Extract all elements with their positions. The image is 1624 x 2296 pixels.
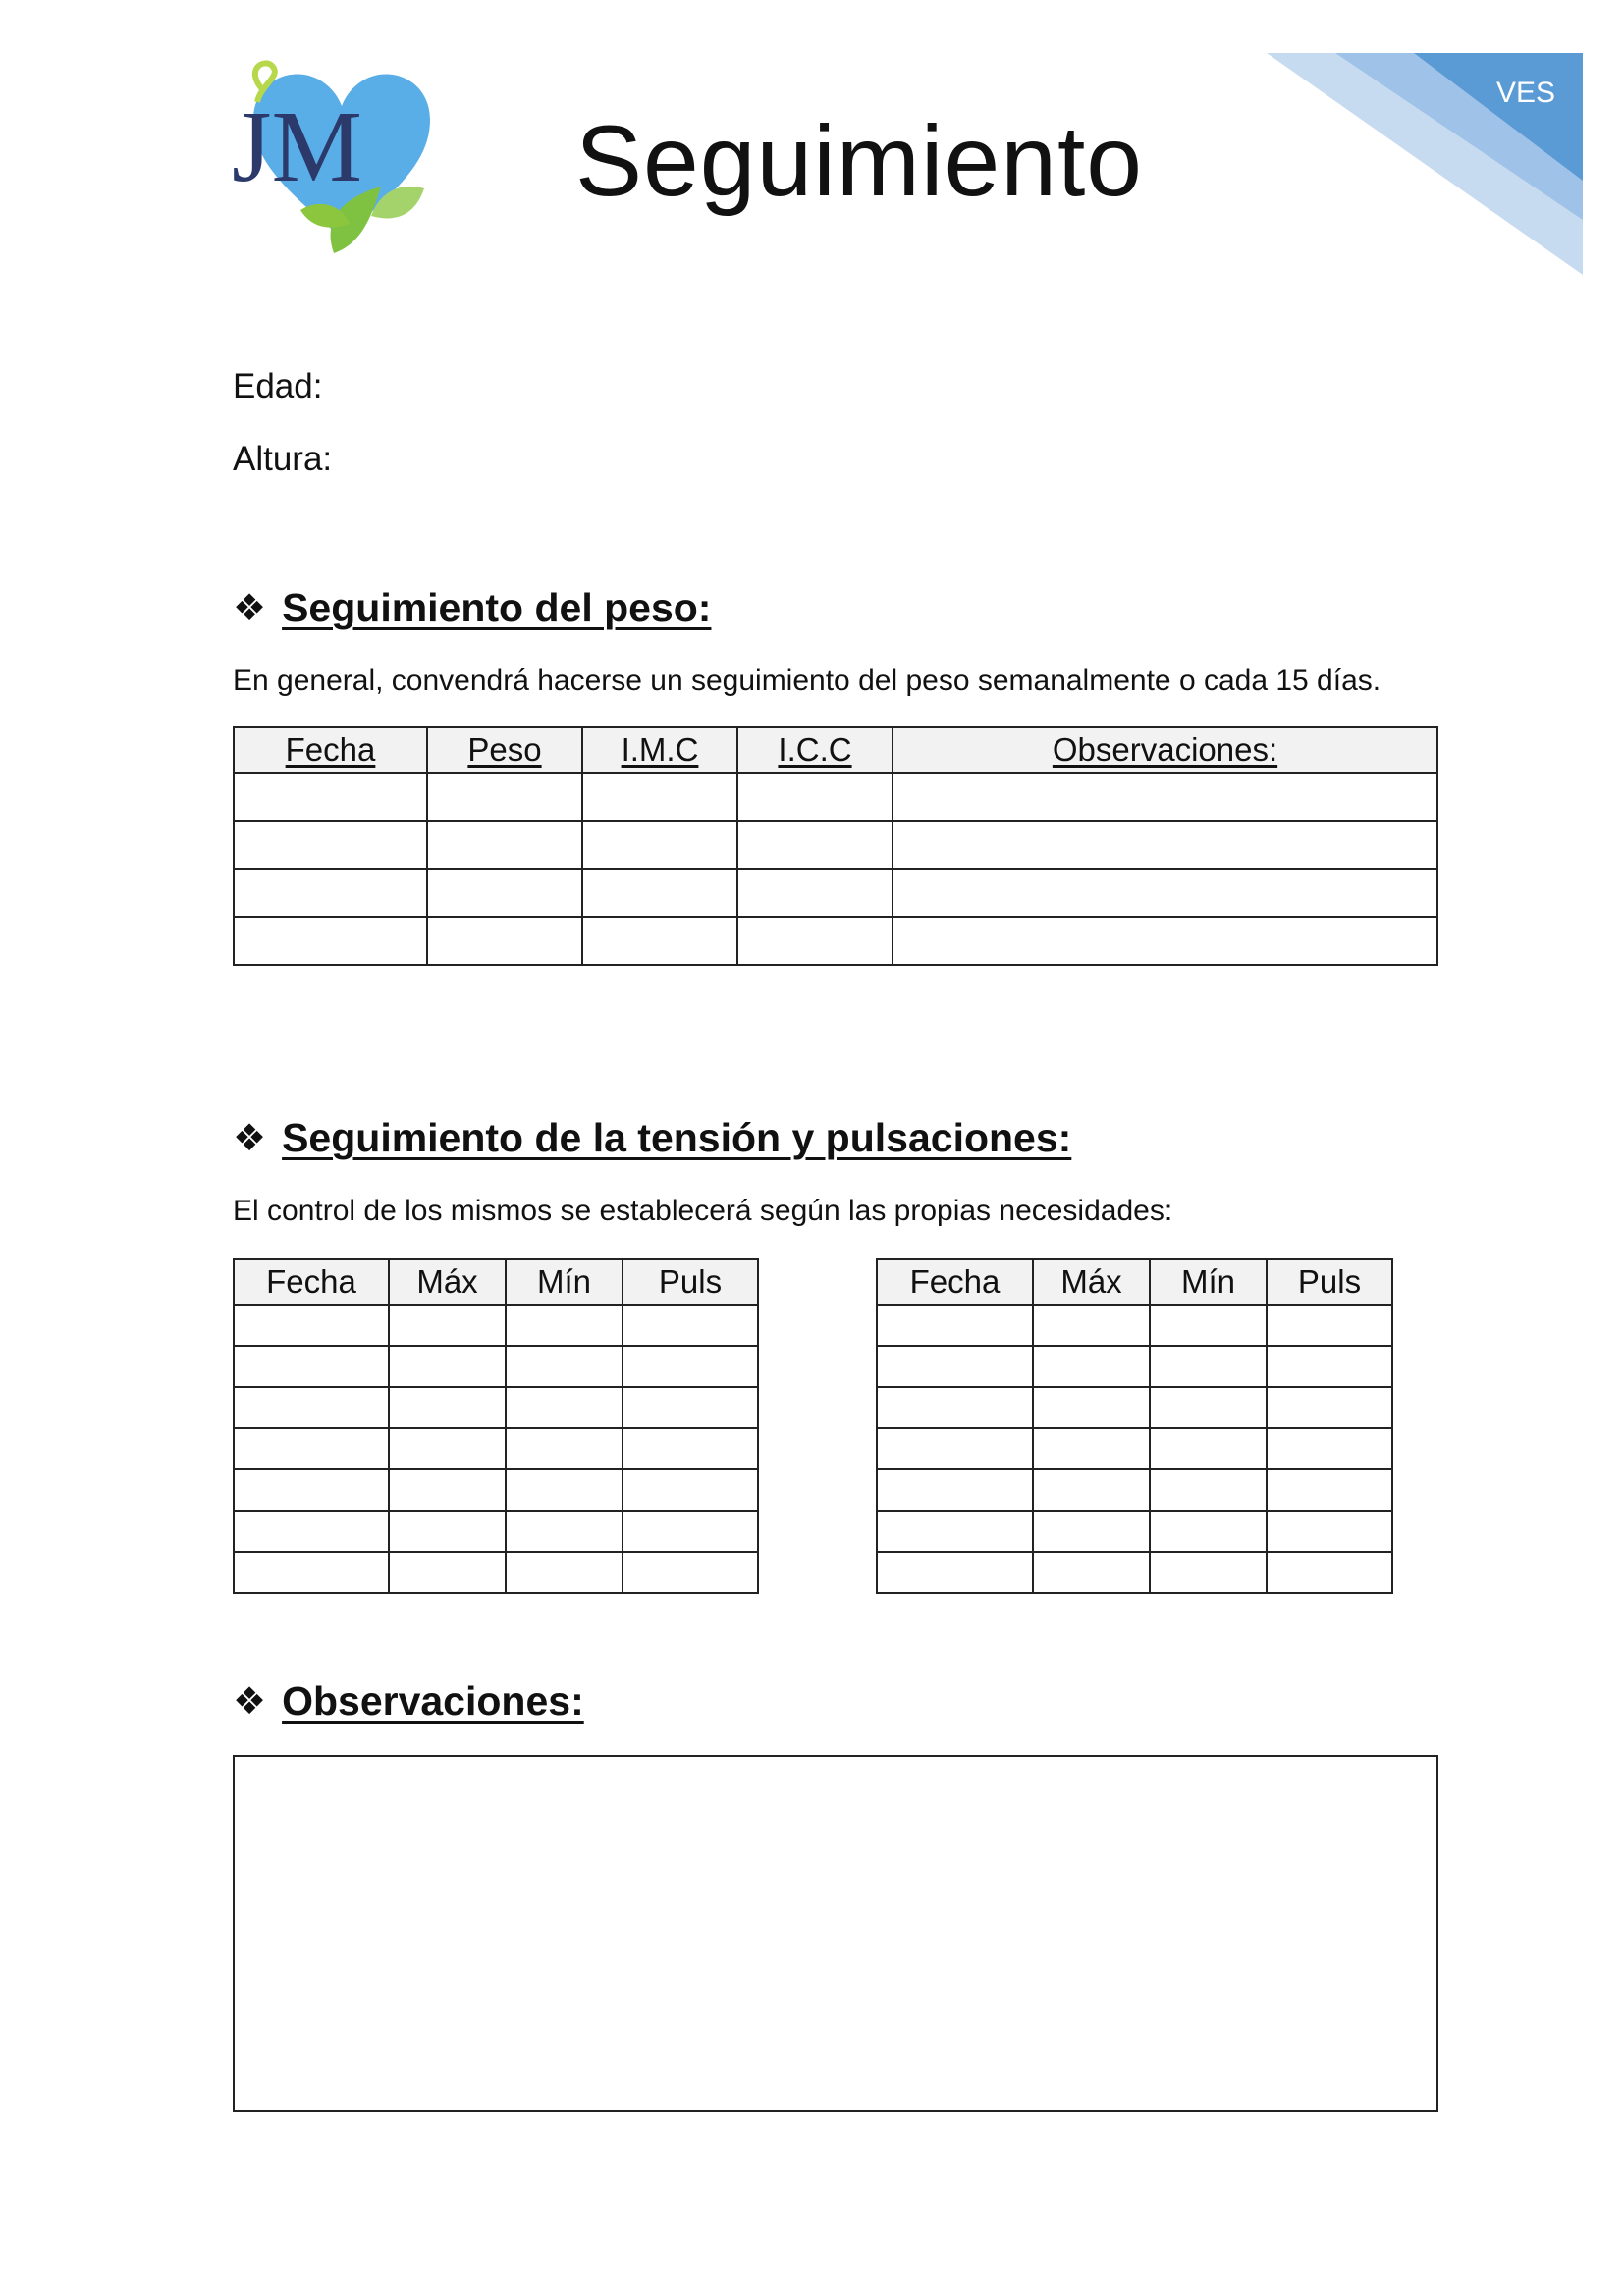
table-row xyxy=(234,1428,758,1469)
table-row xyxy=(877,1305,1392,1346)
table-cell[interactable] xyxy=(234,821,427,869)
page-title: Seguimiento xyxy=(574,105,1144,217)
table-row xyxy=(234,821,1437,869)
table-cell[interactable] xyxy=(877,1469,1033,1511)
table-row xyxy=(877,1428,1392,1469)
table-cell[interactable] xyxy=(1267,1346,1392,1387)
column-header: Máx xyxy=(389,1259,506,1305)
table-cell[interactable] xyxy=(1033,1346,1150,1387)
table-cell[interactable] xyxy=(582,869,737,917)
table-cell[interactable] xyxy=(506,1387,623,1428)
weight-table xyxy=(233,726,1438,966)
table-cell[interactable] xyxy=(427,773,582,821)
table-cell[interactable] xyxy=(234,1428,389,1469)
column-header: Puls xyxy=(1267,1259,1392,1305)
pressure-note: El control de los mismos se establecerá según las propias necesidades: xyxy=(233,1195,1173,1227)
table-cell[interactable] xyxy=(234,773,427,821)
table-cell[interactable] xyxy=(506,1305,623,1346)
table-cell[interactable] xyxy=(234,917,427,965)
table-row xyxy=(234,1469,758,1511)
corner-label: VES xyxy=(1496,77,1556,109)
table-cell[interactable] xyxy=(506,1552,623,1593)
table-row xyxy=(234,1552,758,1593)
height-label: Altura: xyxy=(233,440,333,478)
table-cell[interactable] xyxy=(623,1428,758,1469)
column-header: Mín xyxy=(1150,1259,1267,1305)
table-cell[interactable] xyxy=(1267,1428,1392,1469)
observations-heading-text: Observaciones: xyxy=(282,1679,584,1724)
table-cell[interactable] xyxy=(1267,1305,1392,1346)
table-row xyxy=(234,869,1437,917)
table-row xyxy=(234,773,1437,821)
column-header: Peso xyxy=(427,727,582,773)
table-cell[interactable] xyxy=(1150,1428,1267,1469)
pressure-table-right-body xyxy=(877,1305,1392,1593)
table-cell[interactable] xyxy=(389,1469,506,1511)
table-cell[interactable] xyxy=(623,1552,758,1593)
diamond-bullet-icon: ❖ xyxy=(233,1682,267,1723)
table-cell[interactable] xyxy=(1150,1469,1267,1511)
table-cell[interactable] xyxy=(877,1552,1033,1593)
table-cell[interactable] xyxy=(877,1305,1033,1346)
table-cell[interactable] xyxy=(506,1428,623,1469)
pressure-table-left-body xyxy=(234,1305,758,1593)
table-cell[interactable] xyxy=(582,917,737,965)
column-header: Fecha xyxy=(234,727,427,773)
table-cell[interactable] xyxy=(737,869,893,917)
table-cell[interactable] xyxy=(1033,1428,1150,1469)
table-cell[interactable] xyxy=(623,1305,758,1346)
table-cell[interactable] xyxy=(623,1469,758,1511)
table-row xyxy=(877,1552,1392,1593)
table-cell[interactable] xyxy=(234,1387,389,1428)
table-row xyxy=(234,1511,758,1552)
column-header: Observaciones: xyxy=(893,727,1437,773)
table-cell[interactable] xyxy=(506,1511,623,1552)
table-cell[interactable] xyxy=(234,1305,389,1346)
table-row xyxy=(877,1511,1392,1552)
table-cell[interactable] xyxy=(1267,1469,1392,1511)
table-cell[interactable] xyxy=(877,1387,1033,1428)
table-cell[interactable] xyxy=(234,1346,389,1387)
table-cell[interactable] xyxy=(893,917,1437,965)
table-cell[interactable] xyxy=(1150,1511,1267,1552)
table-row xyxy=(234,1305,758,1346)
table-cell[interactable] xyxy=(582,773,737,821)
table-cell[interactable] xyxy=(623,1511,758,1552)
weight-table-body xyxy=(234,773,1437,965)
table-cell[interactable] xyxy=(1150,1305,1267,1346)
table-cell[interactable] xyxy=(427,869,582,917)
table-row xyxy=(234,1387,758,1428)
table-row xyxy=(877,1469,1392,1511)
table-cell[interactable] xyxy=(506,1469,623,1511)
table-cell[interactable] xyxy=(893,773,1437,821)
table-cell[interactable] xyxy=(1150,1346,1267,1387)
table-cell[interactable] xyxy=(389,1511,506,1552)
table-cell[interactable] xyxy=(1033,1552,1150,1593)
table-cell[interactable] xyxy=(893,869,1437,917)
weight-header-row xyxy=(234,727,1437,773)
pressure-heading-text: Seguimiento de la tensión y pulsaciones: xyxy=(282,1115,1072,1160)
column-header: I.M.C xyxy=(582,727,737,773)
logo-text: JM xyxy=(232,90,362,203)
table-cell[interactable] xyxy=(1033,1305,1150,1346)
table-cell[interactable] xyxy=(427,821,582,869)
table-cell[interactable] xyxy=(1150,1552,1267,1593)
pressure-table-right xyxy=(876,1258,1393,1594)
table-cell[interactable] xyxy=(877,1511,1033,1552)
table-cell[interactable] xyxy=(877,1346,1033,1387)
table-row xyxy=(234,1346,758,1387)
table-cell[interactable] xyxy=(893,821,1437,869)
table-cell[interactable] xyxy=(1267,1511,1392,1552)
table-cell[interactable] xyxy=(234,869,427,917)
table-cell[interactable] xyxy=(1033,1511,1150,1552)
pressure-section-heading xyxy=(233,1115,1071,1161)
table-cell[interactable] xyxy=(389,1346,506,1387)
table-cell[interactable] xyxy=(1267,1387,1392,1428)
table-cell[interactable] xyxy=(737,917,893,965)
table-cell[interactable] xyxy=(389,1428,506,1469)
table-cell[interactable] xyxy=(1033,1387,1150,1428)
observations-box[interactable] xyxy=(233,1755,1438,2112)
table-cell[interactable] xyxy=(1267,1552,1392,1593)
weight-note: En general, convendrá hacerse un seguimiento del peso semanalmente o cada 15 días. xyxy=(233,665,1381,697)
column-header: Máx xyxy=(1033,1259,1150,1305)
observations-section-heading xyxy=(233,1679,584,1725)
table-cell[interactable] xyxy=(1033,1469,1150,1511)
weight-heading-text: Seguimiento del peso: xyxy=(282,585,712,630)
pressure-table-left xyxy=(233,1258,759,1594)
diamond-bullet-icon: ❖ xyxy=(233,588,267,629)
pressure-header-row xyxy=(877,1259,1392,1305)
table-cell[interactable] xyxy=(234,1469,389,1511)
table-cell[interactable] xyxy=(389,1305,506,1346)
table-cell[interactable] xyxy=(1150,1387,1267,1428)
table-cell[interactable] xyxy=(389,1387,506,1428)
age-label: Edad: xyxy=(233,367,323,405)
table-cell[interactable] xyxy=(623,1346,758,1387)
column-header: I.C.C xyxy=(737,727,893,773)
table-cell[interactable] xyxy=(506,1346,623,1387)
table-cell[interactable] xyxy=(389,1552,506,1593)
column-header: Puls xyxy=(623,1259,758,1305)
table-cell[interactable] xyxy=(582,821,737,869)
column-header: Mín xyxy=(506,1259,623,1305)
table-row xyxy=(877,1387,1392,1428)
table-cell[interactable] xyxy=(427,917,582,965)
table-cell[interactable] xyxy=(877,1428,1033,1469)
table-cell[interactable] xyxy=(234,1552,389,1593)
table-cell[interactable] xyxy=(737,821,893,869)
table-row xyxy=(877,1346,1392,1387)
pressure-header-row xyxy=(234,1259,758,1305)
table-row xyxy=(234,917,1437,965)
weight-section-heading xyxy=(233,585,711,631)
column-header: Fecha xyxy=(234,1259,389,1305)
table-cell[interactable] xyxy=(234,1511,389,1552)
diamond-bullet-icon: ❖ xyxy=(233,1118,267,1159)
table-cell[interactable] xyxy=(623,1387,758,1428)
column-header: Fecha xyxy=(877,1259,1033,1305)
table-cell[interactable] xyxy=(737,773,893,821)
